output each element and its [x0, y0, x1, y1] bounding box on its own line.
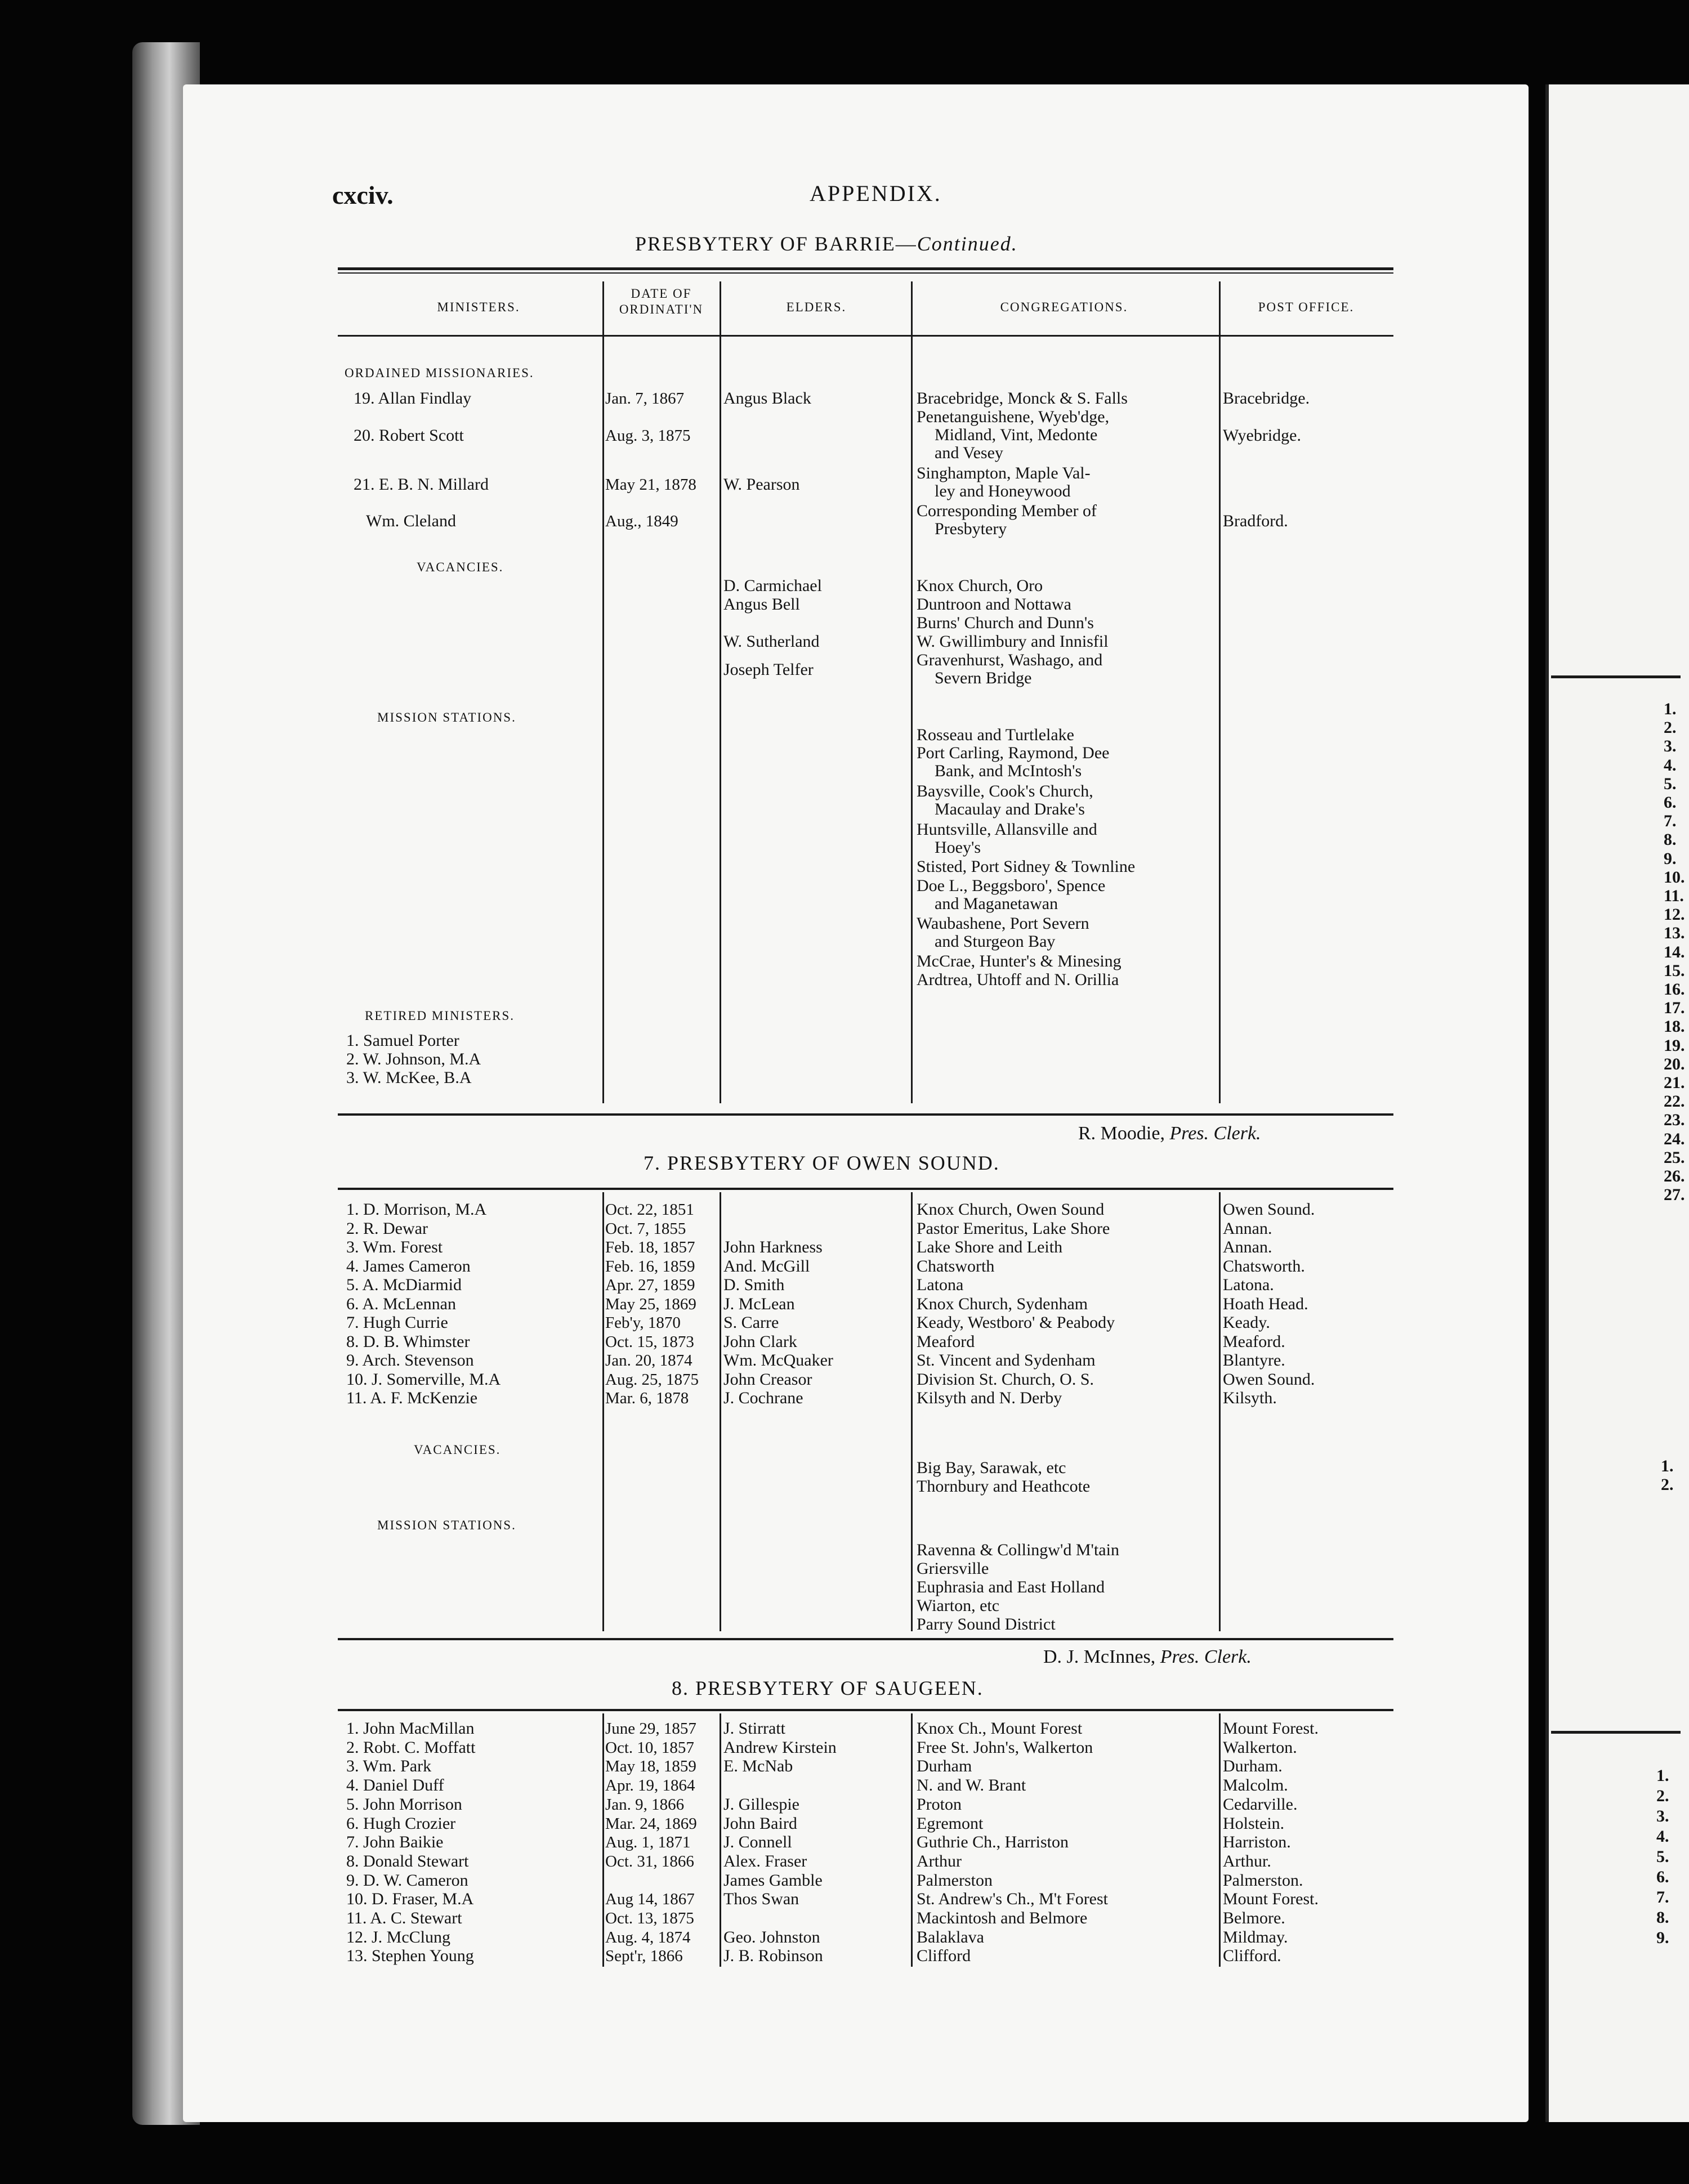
elder-name: J. McLean	[723, 1295, 795, 1313]
post-office: Clifford.	[1223, 1947, 1281, 1965]
post-office: Holstein.	[1223, 1815, 1285, 1833]
post-office: Hoath Head.	[1223, 1295, 1308, 1313]
minister-name: 1. John MacMillan	[346, 1720, 475, 1738]
congregation: W. Gwillimbury and Innisfil	[917, 633, 1109, 651]
post-office: Cedarville.	[1223, 1796, 1298, 1814]
ordination-date: Mar. 24, 1869	[605, 1815, 697, 1833]
elder-name: E. McNab	[723, 1757, 793, 1775]
elder-name: Andrew Kirstein	[723, 1739, 837, 1757]
congregation: and Vesey	[935, 444, 1003, 462]
saugeen-col-divider	[602, 1713, 604, 1967]
elder-name: D. Smith	[723, 1276, 785, 1294]
post-office: Annan.	[1223, 1238, 1272, 1256]
congregation: Knox Church, Owen Sound	[917, 1201, 1105, 1219]
post-office: Blantyre.	[1223, 1351, 1285, 1370]
mission-station: Huntsville, Allansville and	[917, 821, 1097, 839]
barrie-header-rule	[338, 335, 1393, 337]
ordination-date: Oct. 13, 1875	[605, 1909, 694, 1927]
ordination-date: Apr. 27, 1859	[605, 1276, 695, 1294]
post-office: Durham.	[1223, 1757, 1283, 1775]
facing-page-number: 6.	[1656, 1868, 1669, 1886]
barrie-col-divider	[602, 281, 604, 1103]
congregation: Pastor Emeritus, Lake Shore	[917, 1220, 1110, 1238]
mission-station: Baysville, Cook's Church,	[917, 782, 1093, 800]
ordination-date: Oct. 15, 1873	[605, 1333, 694, 1351]
barrie-title-text: PRESBYTERY OF BARRIE—	[635, 232, 917, 255]
minister-name: 19. Allan Findlay	[354, 390, 472, 408]
ordination-date: Oct. 31, 1866	[605, 1852, 694, 1870]
congregation: ley and Honeywood	[935, 482, 1071, 500]
ordination-date: Aug. 25, 1875	[605, 1371, 699, 1389]
congregation: Knox Ch., Mount Forest	[917, 1720, 1083, 1738]
facing-page-number: 26.	[1664, 1167, 1685, 1185]
facing-page-number: 3.	[1656, 1807, 1669, 1825]
congregation: St. Vincent and Sydenham	[917, 1351, 1096, 1370]
saugeen-col-divider	[1219, 1713, 1221, 1967]
mission-station: Euphrasia and East Holland	[917, 1578, 1105, 1596]
elder-name: John Baird	[723, 1815, 797, 1833]
post-office: Bradford.	[1223, 512, 1288, 530]
minister-name: 3. Wm. Park	[346, 1757, 432, 1775]
barrie-col-divider	[911, 281, 913, 1103]
minister-name: 3. Wm. Forest	[346, 1238, 443, 1256]
post-office: Annan.	[1223, 1220, 1272, 1238]
facing-page-number: 2.	[1656, 1787, 1669, 1805]
congregation: Arthur	[917, 1852, 962, 1870]
barrie-clerk-name: R. Moodie,	[1078, 1123, 1165, 1144]
barrie-table-bottom-rule	[338, 1113, 1393, 1116]
mission-station: Wiarton, etc	[917, 1597, 1000, 1615]
facing-page-rule	[1551, 1731, 1681, 1734]
facing-page-number: 8.	[1664, 830, 1677, 849]
mission-station: Parry Sound District	[917, 1615, 1056, 1633]
facing-page-number: 4.	[1664, 755, 1677, 775]
saugeen-col-divider	[720, 1713, 721, 1967]
mission-station: Ravenna & Collingw'd M'tain	[917, 1541, 1119, 1559]
facing-page-number: 3.	[1664, 737, 1677, 756]
facing-page-number: 13.	[1664, 924, 1685, 943]
elder-name: John Creasor	[723, 1371, 812, 1389]
elder-name: John Harkness	[723, 1238, 823, 1256]
post-office: Mount Forest.	[1223, 1720, 1319, 1738]
owen-col-divider	[602, 1192, 604, 1631]
elder-name: Geo. Johnston	[723, 1928, 820, 1946]
congregation: Chatsworth	[917, 1257, 995, 1276]
facing-page-number: 18.	[1664, 1017, 1685, 1036]
mission-station: Ardtrea, Uhtoff and N. Orillia	[917, 971, 1119, 989]
minister-name: 2. Robt. C. Moffatt	[346, 1739, 476, 1757]
elder-name: Wm. McQuaker	[723, 1351, 833, 1370]
minister-name: 6. Hugh Crozier	[346, 1815, 456, 1833]
facing-page-number: 9.	[1656, 1928, 1669, 1947]
post-office: Keady.	[1223, 1314, 1270, 1332]
owen-sound-title: 7. PRESBYTERY OF OWEN SOUND.	[644, 1152, 1000, 1174]
congregation: Kilsyth and N. Derby	[917, 1389, 1062, 1407]
minister-name: 5. John Morrison	[346, 1796, 462, 1814]
barrie-title-continued: Continued.	[917, 232, 1018, 255]
congregation: St. Andrew's Ch., M't Forest	[917, 1890, 1109, 1908]
congregation: Knox Church, Sydenham	[917, 1295, 1088, 1313]
ordination-date: June 29, 1857	[605, 1720, 696, 1738]
facing-page-number: 14.	[1664, 942, 1685, 961]
mission-station: Port Carling, Raymond, Dee	[917, 744, 1110, 762]
facing-page-number: 23.	[1664, 1111, 1685, 1130]
minister-name: 1. D. Morrison, M.A	[346, 1201, 487, 1219]
facing-page-number: 10.	[1664, 867, 1685, 887]
barrie-col-divider	[1219, 281, 1221, 1103]
facing-page-number: 6.	[1664, 793, 1677, 812]
ordination-date: Feb. 18, 1857	[605, 1238, 695, 1256]
mission-station: Doe L., Beggsboro', Spence	[917, 877, 1106, 895]
barrie-title	[635, 232, 1018, 256]
barrie-col-divider	[720, 281, 721, 1103]
vacancy-congregation: Big Bay, Sarawak, etc	[917, 1459, 1066, 1477]
mission-station: Bank, and McIntosh's	[935, 762, 1082, 780]
congregation: Division St. Church, O. S.	[917, 1371, 1094, 1389]
ordination-date: Mar. 6, 1878	[605, 1389, 689, 1407]
congregation: Penetanguishene, Wyeb'dge,	[917, 408, 1110, 426]
barrie-table-top-rule-thin	[338, 272, 1393, 274]
facing-page-number: 17.	[1664, 999, 1685, 1018]
owen-col-divider	[720, 1192, 721, 1631]
facing-page-number: 1.	[1656, 1766, 1669, 1785]
ordination-date: Aug 14, 1867	[605, 1890, 695, 1908]
congregation: Corresponding Member of	[917, 502, 1097, 520]
barrie-clerk	[1078, 1123, 1261, 1144]
congregation: Burns' Church and Dunn's	[917, 614, 1094, 632]
mission-station: Hoey's	[935, 839, 981, 857]
ordination-date: Feb. 16, 1859	[605, 1257, 695, 1276]
minister-name: 10. D. Fraser, M.A	[346, 1890, 474, 1908]
post-office: Arthur.	[1223, 1852, 1271, 1870]
elder-name: Joseph Telfer	[723, 661, 814, 679]
running-head: APPENDIX.	[810, 181, 942, 206]
elder-name: W. Pearson	[723, 476, 800, 494]
congregation: Guthrie Ch., Harriston	[917, 1833, 1069, 1851]
facing-page-number: 20.	[1664, 1054, 1685, 1073]
minister-name: Wm. Cleland	[366, 512, 456, 530]
minister-name: 6. A. McLennan	[346, 1295, 456, 1313]
congregation: Severn Bridge	[935, 669, 1032, 687]
congregation: Proton	[917, 1796, 962, 1814]
page-number: cxciv.	[332, 181, 394, 209]
post-office: Palmerston.	[1223, 1872, 1303, 1890]
ordination-date: Feb'y, 1870	[605, 1314, 681, 1332]
saugeen-title: 8. PRESBYTERY OF SAUGEEN.	[672, 1677, 984, 1699]
owen-sound-clerk	[1043, 1646, 1252, 1668]
mission-station: Stisted, Port Sidney & Townline	[917, 858, 1136, 876]
mission-station: and Maganetawan	[935, 895, 1058, 913]
facing-page-number: 27.	[1664, 1185, 1685, 1205]
facing-page-number: 2.	[1661, 1475, 1674, 1494]
post-office: Malcolm.	[1223, 1776, 1288, 1794]
congregation: Free St. John's, Walkerton	[917, 1739, 1093, 1757]
facing-page-number: 12.	[1664, 905, 1685, 924]
mission-station: Macaulay and Drake's	[935, 800, 1085, 818]
facing-page-number: 1.	[1661, 1457, 1674, 1475]
retired-minister: 3. W. McKee, B.A	[346, 1069, 472, 1087]
congregation: Clifford	[917, 1947, 971, 1965]
vacancy-congregation: Thornbury and Heathcote	[917, 1478, 1091, 1496]
facing-page-number: 21.	[1664, 1073, 1685, 1092]
ordination-date: May 25, 1869	[605, 1295, 696, 1313]
minister-name: 8. Donald Stewart	[346, 1852, 469, 1870]
congregation: Midland, Vint, Medonte	[935, 426, 1098, 444]
ordination-date: Apr. 19, 1864	[605, 1776, 695, 1794]
elder-name: James Gamble	[723, 1872, 823, 1890]
facing-page-number: 25.	[1664, 1148, 1685, 1167]
ordination-date: Jan. 20, 1874	[605, 1351, 692, 1370]
minister-name: 9. Arch. Stevenson	[346, 1351, 474, 1370]
minister-name: 9. D. W. Cameron	[346, 1872, 468, 1890]
post-office: Bracebridge.	[1223, 390, 1310, 408]
ordination-date: Oct. 7, 1855	[605, 1220, 686, 1238]
congregation: Palmerston	[917, 1872, 993, 1890]
col-header-congregations: CONGREGATIONS.	[1000, 300, 1128, 314]
mission-station: Griersville	[917, 1560, 989, 1578]
congregation: Presbytery	[935, 520, 1007, 538]
elder-name: And. McGill	[723, 1257, 810, 1276]
elder-name: J. Stirratt	[723, 1720, 785, 1738]
minister-name: 4. Daniel Duff	[346, 1776, 444, 1794]
barrie-clerk-title: Pres. Clerk.	[1169, 1123, 1261, 1144]
ordination-date: Jan. 7, 1867	[605, 390, 685, 408]
facing-page-rule	[1551, 675, 1681, 678]
congregation: Balaklava	[917, 1928, 984, 1946]
facing-page-number: 22.	[1664, 1092, 1685, 1111]
owen-mission-label: MISSION STATIONS.	[377, 1518, 516, 1532]
elder-name: John Clark	[723, 1333, 797, 1351]
barrie-retired-label: RETIRED MINISTERS.	[365, 1009, 515, 1023]
facing-page-number: 15.	[1664, 961, 1685, 980]
congregation: Singhampton, Maple Val-	[917, 464, 1091, 482]
minister-name: 7. Hugh Currie	[346, 1314, 448, 1332]
congregation: Meaford	[917, 1333, 975, 1351]
barrie-table-top-rule	[338, 267, 1393, 270]
owen-sound-clerk-name: D. J. McInnes,	[1043, 1646, 1156, 1667]
facing-page-number: 4.	[1656, 1827, 1669, 1846]
congregation: Keady, Westboro' & Peabody	[917, 1314, 1115, 1332]
mission-station: and Sturgeon Bay	[935, 933, 1056, 951]
owen-sound-clerk-title: Pres. Clerk.	[1160, 1646, 1252, 1667]
elder-name: J. Gillespie	[723, 1796, 799, 1814]
elder-name: Angus Black	[723, 390, 811, 408]
post-office: Mount Forest.	[1223, 1890, 1319, 1908]
minister-name: 4. James Cameron	[346, 1257, 471, 1276]
congregation: Knox Church, Oro	[917, 577, 1043, 595]
saugeen-top-rule	[338, 1709, 1393, 1711]
elder-name: J. B. Robinson	[723, 1947, 823, 1965]
post-office: Owen Sound.	[1223, 1371, 1315, 1389]
congregation: Lake Shore and Leith	[917, 1238, 1063, 1256]
mission-station: McCrae, Hunter's & Minesing	[917, 952, 1121, 970]
ordination-date: May 21, 1878	[605, 476, 696, 494]
post-office: Belmore.	[1223, 1909, 1285, 1927]
congregation: Latona	[917, 1276, 964, 1294]
minister-name: 12. J. McClung	[346, 1928, 451, 1946]
owen-sound-top-rule	[338, 1188, 1393, 1190]
elder-name: W. Sutherland	[723, 633, 820, 651]
congregation: Durham	[917, 1757, 972, 1775]
barrie-ordained-label: ORDAINED MISSIONARIES.	[345, 366, 534, 380]
ordination-date: Jan. 9, 1866	[605, 1796, 685, 1814]
facing-page-number: 9.	[1664, 849, 1677, 868]
minister-name: 2. R. Dewar	[346, 1220, 428, 1238]
saugeen-col-divider	[911, 1713, 913, 1967]
ordination-date: May 18, 1859	[605, 1757, 696, 1775]
owen-sound-bottom-rule	[338, 1638, 1393, 1640]
facing-page-number: 19.	[1664, 1036, 1685, 1055]
facing-page-number: 16.	[1664, 980, 1685, 999]
facing-page-number: 8.	[1656, 1908, 1669, 1927]
post-office: Mildmay.	[1223, 1928, 1288, 1946]
elder-name: J. Cochrane	[723, 1389, 803, 1407]
post-office: Latona.	[1223, 1276, 1274, 1294]
minister-name: 11. A. C. Stewart	[346, 1909, 462, 1927]
facing-page-number: 2.	[1664, 718, 1677, 737]
ordination-date: Aug. 1, 1871	[605, 1833, 691, 1851]
owen-vacancies-label: VACANCIES.	[414, 1443, 501, 1457]
col-header-ministers: MINISTERS.	[437, 300, 520, 314]
post-office: Meaford.	[1223, 1333, 1285, 1351]
minister-name: 13. Stephen Young	[346, 1947, 474, 1965]
minister-name: 5. A. McDiarmid	[346, 1276, 462, 1294]
congregation: Gravenhurst, Washago, and	[917, 651, 1103, 669]
retired-minister: 2. W. Johnson, M.A	[346, 1050, 481, 1068]
barrie-mission-label: MISSION STATIONS.	[377, 710, 516, 724]
barrie-vacancies-label: VACANCIES.	[417, 560, 504, 574]
minister-name: 11. A. F. McKenzie	[346, 1389, 478, 1407]
facing-page-number: 24.	[1664, 1129, 1685, 1148]
post-office: Harriston.	[1223, 1833, 1291, 1851]
ordination-date: Oct. 10, 1857	[605, 1739, 694, 1757]
elder-name: S. Carre	[723, 1314, 779, 1332]
ordination-date: Aug. 4, 1874	[605, 1928, 691, 1946]
facing-page-number: 7.	[1664, 812, 1677, 831]
post-office: Walkerton.	[1223, 1739, 1297, 1757]
post-office: Kilsyth.	[1223, 1389, 1277, 1407]
minister-name: 7. John Baikie	[346, 1833, 444, 1851]
congregation: Mackintosh and Belmore	[917, 1909, 1088, 1927]
mission-station: Rosseau and Turtlelake	[917, 726, 1074, 744]
minister-name: 21. E. B. N. Millard	[354, 476, 489, 494]
minister-name: 10. J. Somerville, M.A	[346, 1371, 501, 1389]
facing-page-number: 5.	[1664, 774, 1677, 793]
elder-name: J. Connell	[723, 1833, 792, 1851]
congregation: Egremont	[917, 1815, 984, 1833]
elder-name: D. Carmichael	[723, 577, 822, 595]
col-header-post-office: POST OFFICE.	[1258, 300, 1355, 314]
congregation: N. and W. Brant	[917, 1776, 1026, 1794]
post-office: Wyebridge.	[1223, 427, 1301, 445]
minister-name: 8. D. B. Whimster	[346, 1333, 470, 1351]
congregation: Bracebridge, Monck & S. Falls	[917, 390, 1128, 408]
congregation: Duntroon and Nottawa	[917, 596, 1071, 614]
ordination-date: Aug. 3, 1875	[605, 427, 691, 445]
mission-station: Waubashene, Port Severn	[917, 915, 1089, 933]
owen-col-divider	[911, 1192, 913, 1631]
facing-page-number: 5.	[1656, 1847, 1669, 1866]
minister-name: 20. Robert Scott	[354, 427, 464, 445]
ordination-date: Sept'r, 1866	[605, 1947, 683, 1965]
elder-name: Alex. Fraser	[723, 1852, 807, 1870]
col-header-date: DATE OF ORDINATI'N	[619, 287, 704, 316]
elder-name: Angus Bell	[723, 596, 800, 614]
facing-page-number: 7.	[1656, 1888, 1669, 1906]
ordination-date: Oct. 22, 1851	[605, 1201, 694, 1219]
owen-col-divider	[1219, 1192, 1221, 1631]
post-office: Chatsworth.	[1223, 1257, 1305, 1276]
facing-page-number: 11.	[1664, 887, 1684, 905]
retired-minister: 1. Samuel Porter	[346, 1032, 459, 1050]
ordination-date: Aug., 1849	[605, 512, 678, 530]
elder-name: Thos Swan	[723, 1890, 799, 1908]
col-header-elders: ELDERS.	[786, 300, 847, 314]
post-office: Owen Sound.	[1223, 1201, 1315, 1219]
facing-page-number: 1.	[1664, 700, 1677, 718]
